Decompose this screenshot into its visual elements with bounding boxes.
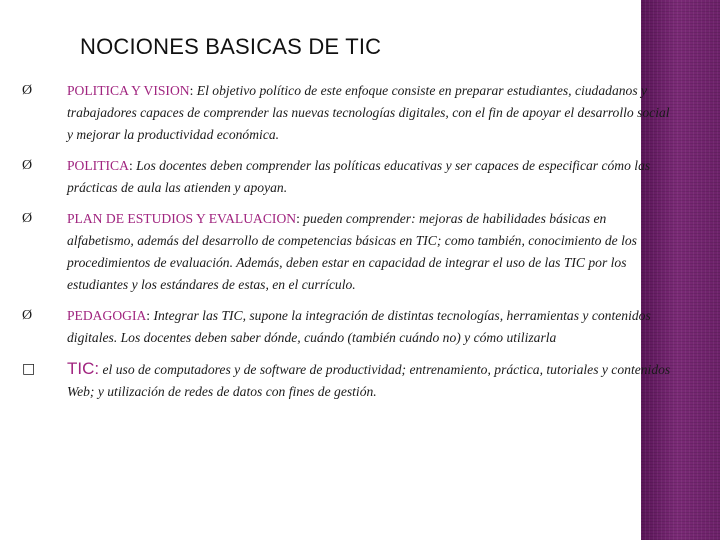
bullet-list <box>22 80 674 412</box>
bullet-term: POLITICA Y VISION <box>67 83 190 98</box>
bullet-pedagogia <box>22 305 674 349</box>
bullet-text: pueden comprender: mejoras de habilidades básicas en alfabetismo, además del desarrollo de competencias básicas en TIC; como también, conocimiento de los procedimientos de evaluación. Además, deben estar en capacidad de integrar el uso de las TIC por los estudiantes y los estándares de estas, en el currículo. <box>67 211 637 292</box>
square-bullet-icon: □ <box>22 361 36 377</box>
slide-title: NOCIONES BASICAS DE TIC <box>80 34 382 59</box>
arrow-bullet-icon: Ø <box>22 158 33 173</box>
bullet-text: Los docentes deben comprender las políticas educativas y ser capaces de especificar cómo las prácticas de aula las atienden y apoyan. <box>67 158 651 195</box>
bullet-politica <box>22 155 674 199</box>
bullet-separator: : <box>146 308 151 323</box>
bullet-separator: : <box>94 359 100 378</box>
bullet-separator: : <box>296 211 300 226</box>
bullet-term: POLITICA <box>67 158 129 173</box>
bullet-separator: : <box>189 83 194 98</box>
bullet-politica-y-vision <box>22 80 674 146</box>
bullet-text: el uso de computadores y de software de productividad; entrenamiento, práctica, tutoriales y contenidos Web; y utilización de redes de datos con fines de gestión. <box>67 362 671 399</box>
bullet-plan-de-estudios <box>22 208 674 296</box>
bullet-term: PEDAGOGIA <box>67 308 147 323</box>
bullet-term: TIC <box>67 359 95 378</box>
bullet-separator: : <box>128 158 133 173</box>
arrow-bullet-icon: Ø <box>22 211 33 226</box>
arrow-bullet-icon: Ø <box>22 308 33 323</box>
bullet-tic <box>22 358 674 403</box>
bullet-term: PLAN DE ESTUDIOS Y EVALUACION <box>67 211 297 226</box>
bullet-text: El objetivo político de este enfoque consiste en preparar estudiantes, ciudadanos y trabajadores capaces de comprender las nuevas tecnologías digitales, con el fin de apoyar el desarrollo social y mejorar la productividad económica. <box>67 83 670 142</box>
bullet-text: Integrar las TIC, supone la integración de distintas tecnologías, herramientas y contenidos digitales. Los docentes deben saber dónde, cuándo (también cuándo no) y cómo utilizarla <box>67 308 651 345</box>
arrow-bullet-icon: Ø <box>22 83 33 98</box>
